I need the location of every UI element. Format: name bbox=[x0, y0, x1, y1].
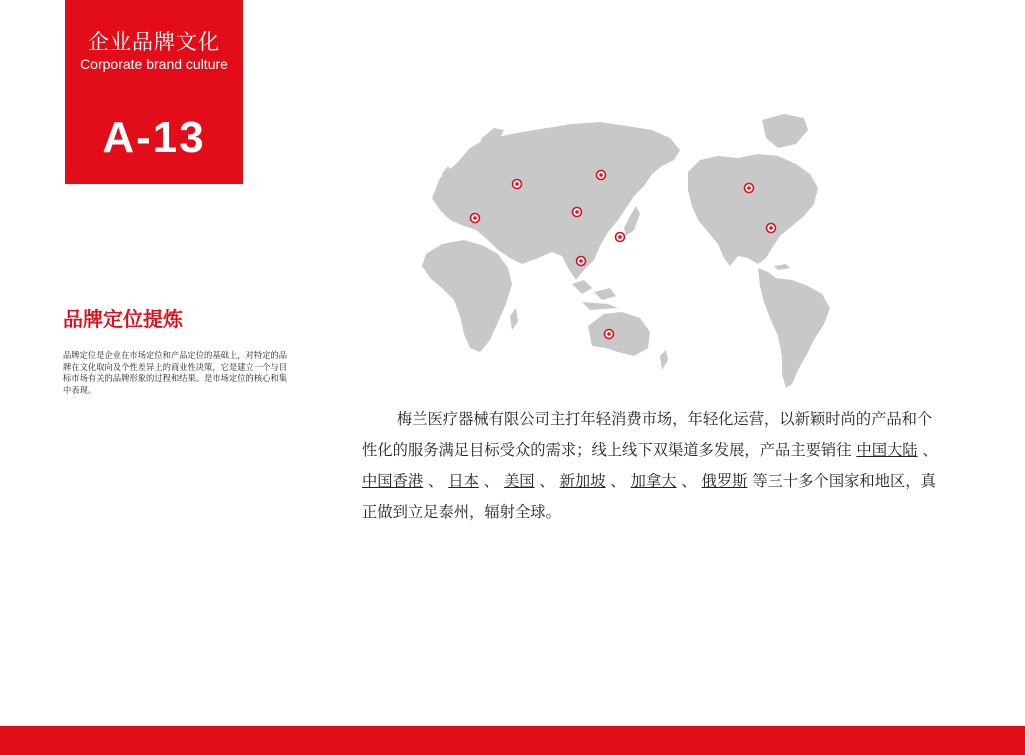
footer-bar bbox=[0, 726, 1025, 755]
country-link-hong-kong: 中国香港 bbox=[362, 472, 424, 490]
target-marker-icon bbox=[515, 182, 519, 186]
target-marker-icon bbox=[473, 216, 477, 220]
header-block bbox=[65, 0, 243, 184]
country-link-japan: 日本 bbox=[448, 472, 479, 490]
country-link-usa: 美国 bbox=[503, 472, 535, 490]
body-seg-14: 等三十多个国家和地区，真正做到立足泰州，辐射全球。 bbox=[362, 472, 936, 521]
country-link-russia: 俄罗斯 bbox=[701, 472, 748, 490]
world-map-graphic bbox=[412, 108, 888, 394]
country-link-singapore: 新加坡 bbox=[559, 472, 606, 490]
target-marker-icon bbox=[599, 173, 603, 177]
body-seg-6: 、 bbox=[483, 472, 500, 490]
section-description: 品牌定位是企业在市场定位和产品定位的基础上，对特定的品牌在文化取向及个性差异上的商业性决策，它是建立一个与目标市场有关的品牌形象的过程和结果。是市场定位的核心和集中表现。 bbox=[63, 350, 288, 395]
body-seg-12: 、 bbox=[681, 472, 697, 490]
body-paragraph bbox=[362, 404, 944, 528]
country-link-canada: 加拿大 bbox=[630, 472, 677, 490]
header-title-en: Corporate brand culture bbox=[80, 56, 228, 72]
body-seg-4: 、 bbox=[428, 472, 444, 490]
page-code: A-13 bbox=[102, 113, 206, 162]
body-seg-8: 、 bbox=[539, 472, 555, 490]
target-marker-icon bbox=[575, 210, 579, 214]
body-seg-2: 、 bbox=[922, 441, 938, 459]
section-title: 品牌定位提炼 bbox=[63, 307, 183, 331]
header-title-zh: 企业品牌文化 bbox=[88, 30, 220, 54]
target-marker-icon bbox=[607, 332, 611, 336]
target-marker-icon bbox=[618, 235, 622, 239]
target-marker-icon bbox=[579, 259, 583, 263]
body-seg-0: 梅兰医疗器械有限公司主打年轻消费市场，年轻化运营，以新颖时尚的产品和个性化的服务满足目标受众的需求；线上线下双渠道多发展，产品主要销往 bbox=[362, 410, 933, 459]
target-marker-icon bbox=[769, 226, 773, 230]
world-map bbox=[412, 108, 888, 394]
land-masses bbox=[422, 114, 830, 388]
country-link-mainland-china: 中国大陆 bbox=[856, 441, 918, 459]
body-seg-10: 、 bbox=[610, 472, 626, 490]
target-marker-icon bbox=[747, 186, 751, 190]
